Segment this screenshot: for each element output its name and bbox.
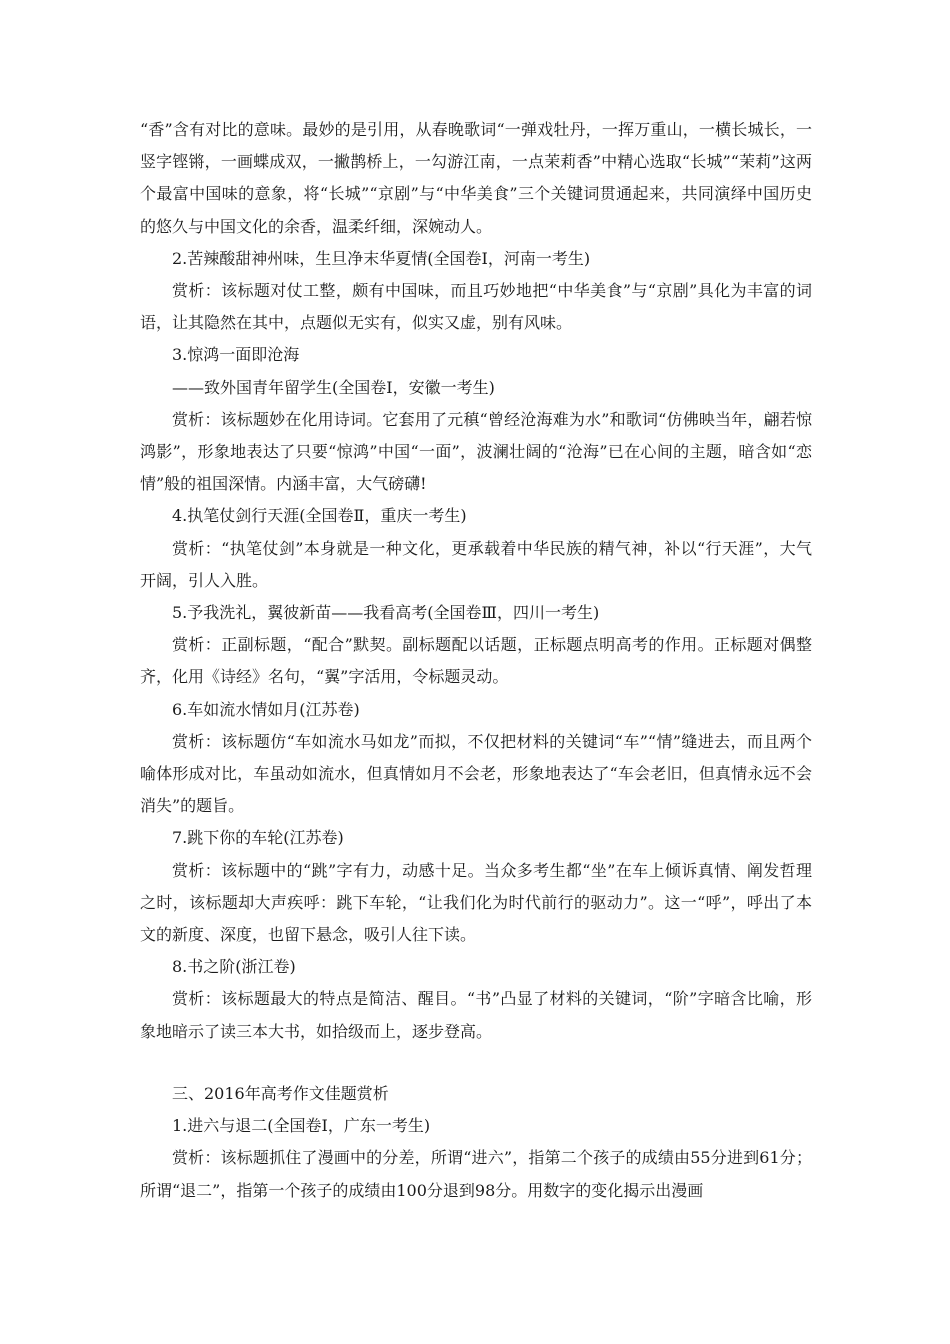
section-spacer — [140, 1048, 812, 1078]
item-analysis: 赏析：该标题最大的特点是简洁、醒目。“书”凸显了材料的关键词，“阶”字暗含比喻，形象地暗示了读三本大书，如拾级而上，逐步登高。 — [140, 989, 812, 1041]
item-analysis: 赏析：该标题抓住了漫画中的分差，所谓“进六”，指第二个孩子的成绩由55分进到61分；所谓“退二”，指第一个孩子的成绩由100分退到98分。用数字的变化揭示出漫画 — [140, 1148, 812, 1200]
item-analysis: 赏析：该标题中的“跳”字有力，动感十足。当众多考生都“坐”在车上倾诉真情、阐发哲理之时，该标题却大声疾呼：跳下车轮，“让我们化为时代前行的驱动力”。这一“呼”，呼出了本文的新度、深度，也留下悬念，吸引人往下读。 — [140, 860, 812, 945]
item-title: 4.执笔仗剑行天涯(全国卷Ⅱ，重庆一考生) — [172, 506, 467, 526]
item-analysis: 赏析：正副标题，“配合”默契。副标题配以话题，正标题点明高考的作用。正标题对偶整齐，化用《诗经》名句，“翼”字活用，令标题灵动。 — [140, 635, 812, 687]
continuation-paragraph: “香”含有对比的意味。最妙的是引用，从春晚歌词“一弹戏牡丹，一挥万重山，一横长城长，一竖字铿锵，一画蝶成双，一撇鹊桥上，一勾游江南，一点茉莉香”中精心选取“长城”“茉莉”这两个最富中国味的意象，将“长城”“京剧”与“中华美食”三个关键词贯通起来，共同演绎中国历史的悠久与中国文化的余香，温柔纤细，深婉动人。 — [140, 120, 812, 236]
item-title: 3.惊鸿一面即沧海 — [172, 345, 300, 365]
item-analysis: 赏析：该标题仿“车如流水马如龙”而拟，不仅把材料的关键词“车”“情”缝进去，而且两个喻体形成对比，车虽动如流水，但真情如月不会老，形象地表达了“车会老旧，但真情永远不会消失”的题旨。 — [140, 731, 812, 816]
item-subtitle: ——致外国青年留学生(全国卷Ⅰ，安徽一考生) — [172, 377, 495, 397]
item-title: 7.跳下你的车轮(江苏卷) — [172, 828, 344, 848]
item-analysis: 赏析：该标题妙在化用诗词。它套用了元稹“曾经沧海难为水”和歌词“仿佛映当年，翩若惊鸿影”，形象地表达了只要“惊鸿”中国“一面”，波澜壮阔的“沧海”已在心间的主题，暗含如“恋情”般的祖国深情。内涵丰富，大气磅礴! — [140, 409, 812, 494]
item-title: 1.进六与退二(全国卷Ⅰ，广东一考生) — [172, 1116, 431, 1136]
section-heading: 三、2016年高考作文佳题赏析 — [172, 1083, 389, 1103]
document-page — [140, 114, 812, 1207]
item-title: 2.苦辣酸甜神州味，生旦净末华夏情(全国卷Ⅰ，河南一考生) — [172, 248, 591, 268]
item-analysis: 赏析：“执笔仗剑”本身就是一种文化，更承载着中华民族的精气神，补以“行天涯”，大气开阔，引人入胜。 — [140, 538, 812, 590]
item-title: 5.予我洗礼，翼彼新苗——我看高考(全国卷Ⅲ，四川一考生) — [172, 603, 600, 623]
item-analysis: 赏析：该标题对仗工整，颇有中国味，而且巧妙地把“中华美食”与“京剧”具化为丰富的词语，让其隐然在其中，点题似无实有，似实又虚，别有风味。 — [140, 281, 812, 333]
item-title: 6.车如流水情如月(江苏卷) — [172, 699, 360, 719]
item-title: 8.书之阶(浙江卷) — [172, 957, 296, 977]
